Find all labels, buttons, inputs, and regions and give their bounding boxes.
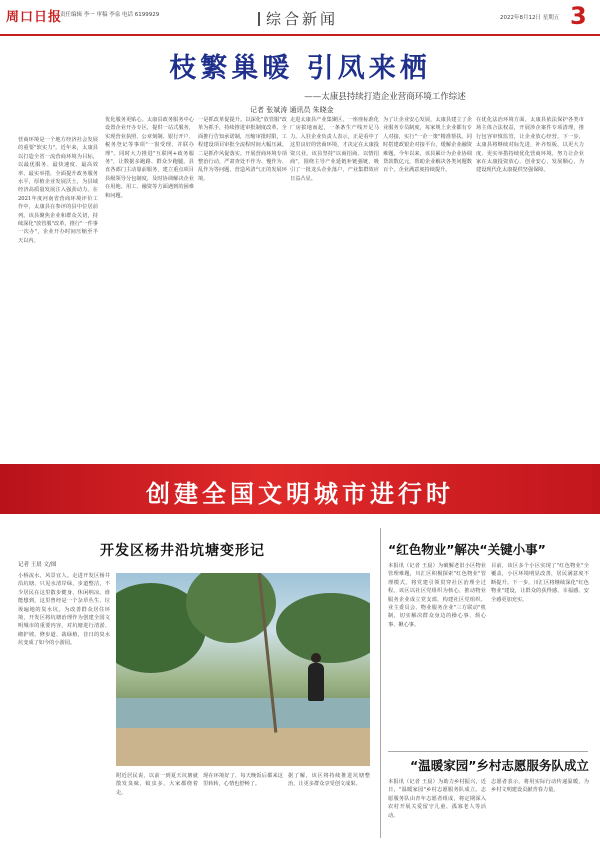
lead-column-4: 走进太康县产业集聚区，一座座标准化厂房拔地而起，一条条生产线开足马力。入驻企业负责人表示，正是看中了这里良好的营商环境，才决定在太康投资兴业。该县坚持"以商招商、以情招商"，围绕主导产业延链补链强链，吸引了一批龙头企业落户，产业集群效应日益凸显。 (290, 117, 379, 182)
lead-headline: 枝繁巢暖 引凤来栖 (169, 53, 431, 84)
lead-byline: 记者 张斌涛 通讯员 朱晓金 (250, 106, 334, 114)
story-right-2-column-2: 志愿者表示，将用实际行动传递温暖，为乡村文明建设贡献青春力量。 (491, 779, 589, 794)
story-right-1-column-1: 本报讯（记者 王晨）为破解老旧小区物业管理难题，川汇区积极探索"红色物业"管理模式，将党建引领贯穿社区治理全过程。该区以社区党组织为核心，推动物业服务企业成立党支部，构建社区党组织、业主委员会、物业服务企业"三方联动"机制，切实解决群众身边的操心事、烦心事、揪心事。 (388, 563, 486, 628)
tree-shape (276, 593, 370, 663)
story-right-2-column-1: 本报讯（记者 王晨）为助力乡村振兴，近日，"温暖家园"乡村志愿服务队成立。志愿服务队由青年志愿者组成，将定期深入农村开展关爱留守儿童、孤寡老人等活动。 (388, 779, 486, 819)
lead-column-2: 优化服务更贴心。太康县政务服务中心设置企业开办专区，提供一站式服务，实现营业执照、公章刻制、银行开户、税务登记等事项"一窗受理、并联办理"。同时大力推进"互联网+政务服务"，让数据多跑路、群众少跑腿。县直各部门主动靠前服务，建立重点项目县级领导分包制度，及时协调解决企业在用地、用工、融资等方面遇到的困难和问题。 (105, 117, 194, 199)
story-left-column-4: 据了解，该区将持续推进坑塘整治，让更多群众享受创文成果。 (288, 773, 370, 788)
story-left-title: 开发区杨井沿坑塘变形记 (100, 543, 265, 559)
pond-water (116, 698, 370, 728)
story-left-byline: 记者 王晨 文/图 (18, 562, 57, 568)
person-head (311, 653, 321, 663)
edition-info: 责任编辑 李一 审稿 李泉 电话 6199929 (60, 12, 160, 18)
story-right-1-column-2: 目前，该区多个小区实现了"红色物业"全覆盖，小区环境明显改善，居民满意度不断提升。下一步，川汇区将继续深化"红色物业"建设，让群众的获得感、幸福感、安全感更加充实。 (491, 563, 589, 603)
civilization-banner (0, 464, 600, 514)
person-figure (308, 663, 324, 701)
section-title (258, 8, 338, 29)
section-bar (258, 12, 260, 26)
story-left-column-1: 小桥流水，风景宜人。走进开发区杨井沿坑塘，只见水清岸绿，步道整洁，不少居民在这里散步健身、休闲纳凉。谁能想到，这里曾经是一个杂草丛生、垃圾遍地的臭水坑。为改善群众居住环境，开发区将坑塘治理作为创建全国文明城市的重要内容，对坑塘进行清淤、砌护坡、修步道、栽绿植，昔日的臭水坑变成了如今的小游园。 (18, 573, 110, 647)
lead-column-3: 一是抓改革促提升。以深化"放管服"改革为抓手，持续推进审批制度改革，全面推行告知承诺制，压缩审批时限，工程建设项目审批全流程时间大幅压减。二是抓作风促落实。开展营商环境专项整治行动，严肃查处不作为、慢作为、乱作为等问题，营造风清气正的发展环境。 (198, 117, 287, 182)
story-left-column-3: 现在环境好了，每天晚饭后都来这里转转，心情也舒畅了。 (203, 773, 283, 788)
story-left-column-2: 附近居民说，以前一到夏天坑塘就散发臭味，蚊虫多，大家都绕着走。 (116, 773, 198, 796)
masthead-logo: 周口日报 (6, 10, 63, 25)
lead-column-6: 在优化法治环境方面，太康县依法保护各类市场主体合法权益，开展涉企案件专项清理，推行包容审慎监管，让企业放心经营。下一步，太康县将继续对标先进，补齐短板，以更大力度、更实举措持续优化营商环境，努力让企业家在太康投资放心、创业安心、发展顺心，为建设现代化太康提供坚强保障。 (476, 117, 584, 174)
column-divider (380, 528, 381, 838)
lead-subhead: ——太康县持续打造企业营商环境工作综述 (304, 92, 466, 102)
story-right-2-title: “温暖家园”乡村志愿服务队成立 (410, 758, 589, 773)
lead-column-1: 营商环境是一个地方经济社会发展的重要"软实力"。近年来，太康县以打造全省一流营商环境为目标，以最优服务、最快速度、最高效率、最实举措，全面提升政务服务水平，厚植企业发展沃土，为县域经济高质量发展注入强劲动力。在2021年度河南省营商环境评价工作中，太康县在参评的县中位居前列。该县聚焦企业和群众关切，持续深化"放管服"改革，推行"一件事一次办"，企业开办时间压缩至半天以内。 (18, 137, 98, 244)
page-number: 3 (570, 2, 587, 30)
story-divider (388, 751, 588, 752)
story-right-1-title: “红色物业”解决“关键小事” (388, 542, 546, 557)
lead-column-5: 为了让企业安心发展，太康县建立了企业服务专员制度，每家规上企业都有专人对接，实行"一企一策"精准帮扶。同时搭建政银企对接平台，缓解企业融资难题。今年以来，该县累计为企业协调贷款数亿元，帮助企业解决各类问题数百个，企业满意度持续提升。 (383, 117, 472, 174)
page-header (0, 0, 600, 38)
header-rule (0, 34, 600, 36)
banner-text: 创建全国文明城市进行时 (146, 480, 454, 508)
pond-photo (116, 573, 370, 766)
walkway (116, 728, 370, 766)
date-info: 2022年8月12日 星期五 (500, 15, 560, 21)
section-title-text: 综合新闻 (266, 10, 339, 28)
